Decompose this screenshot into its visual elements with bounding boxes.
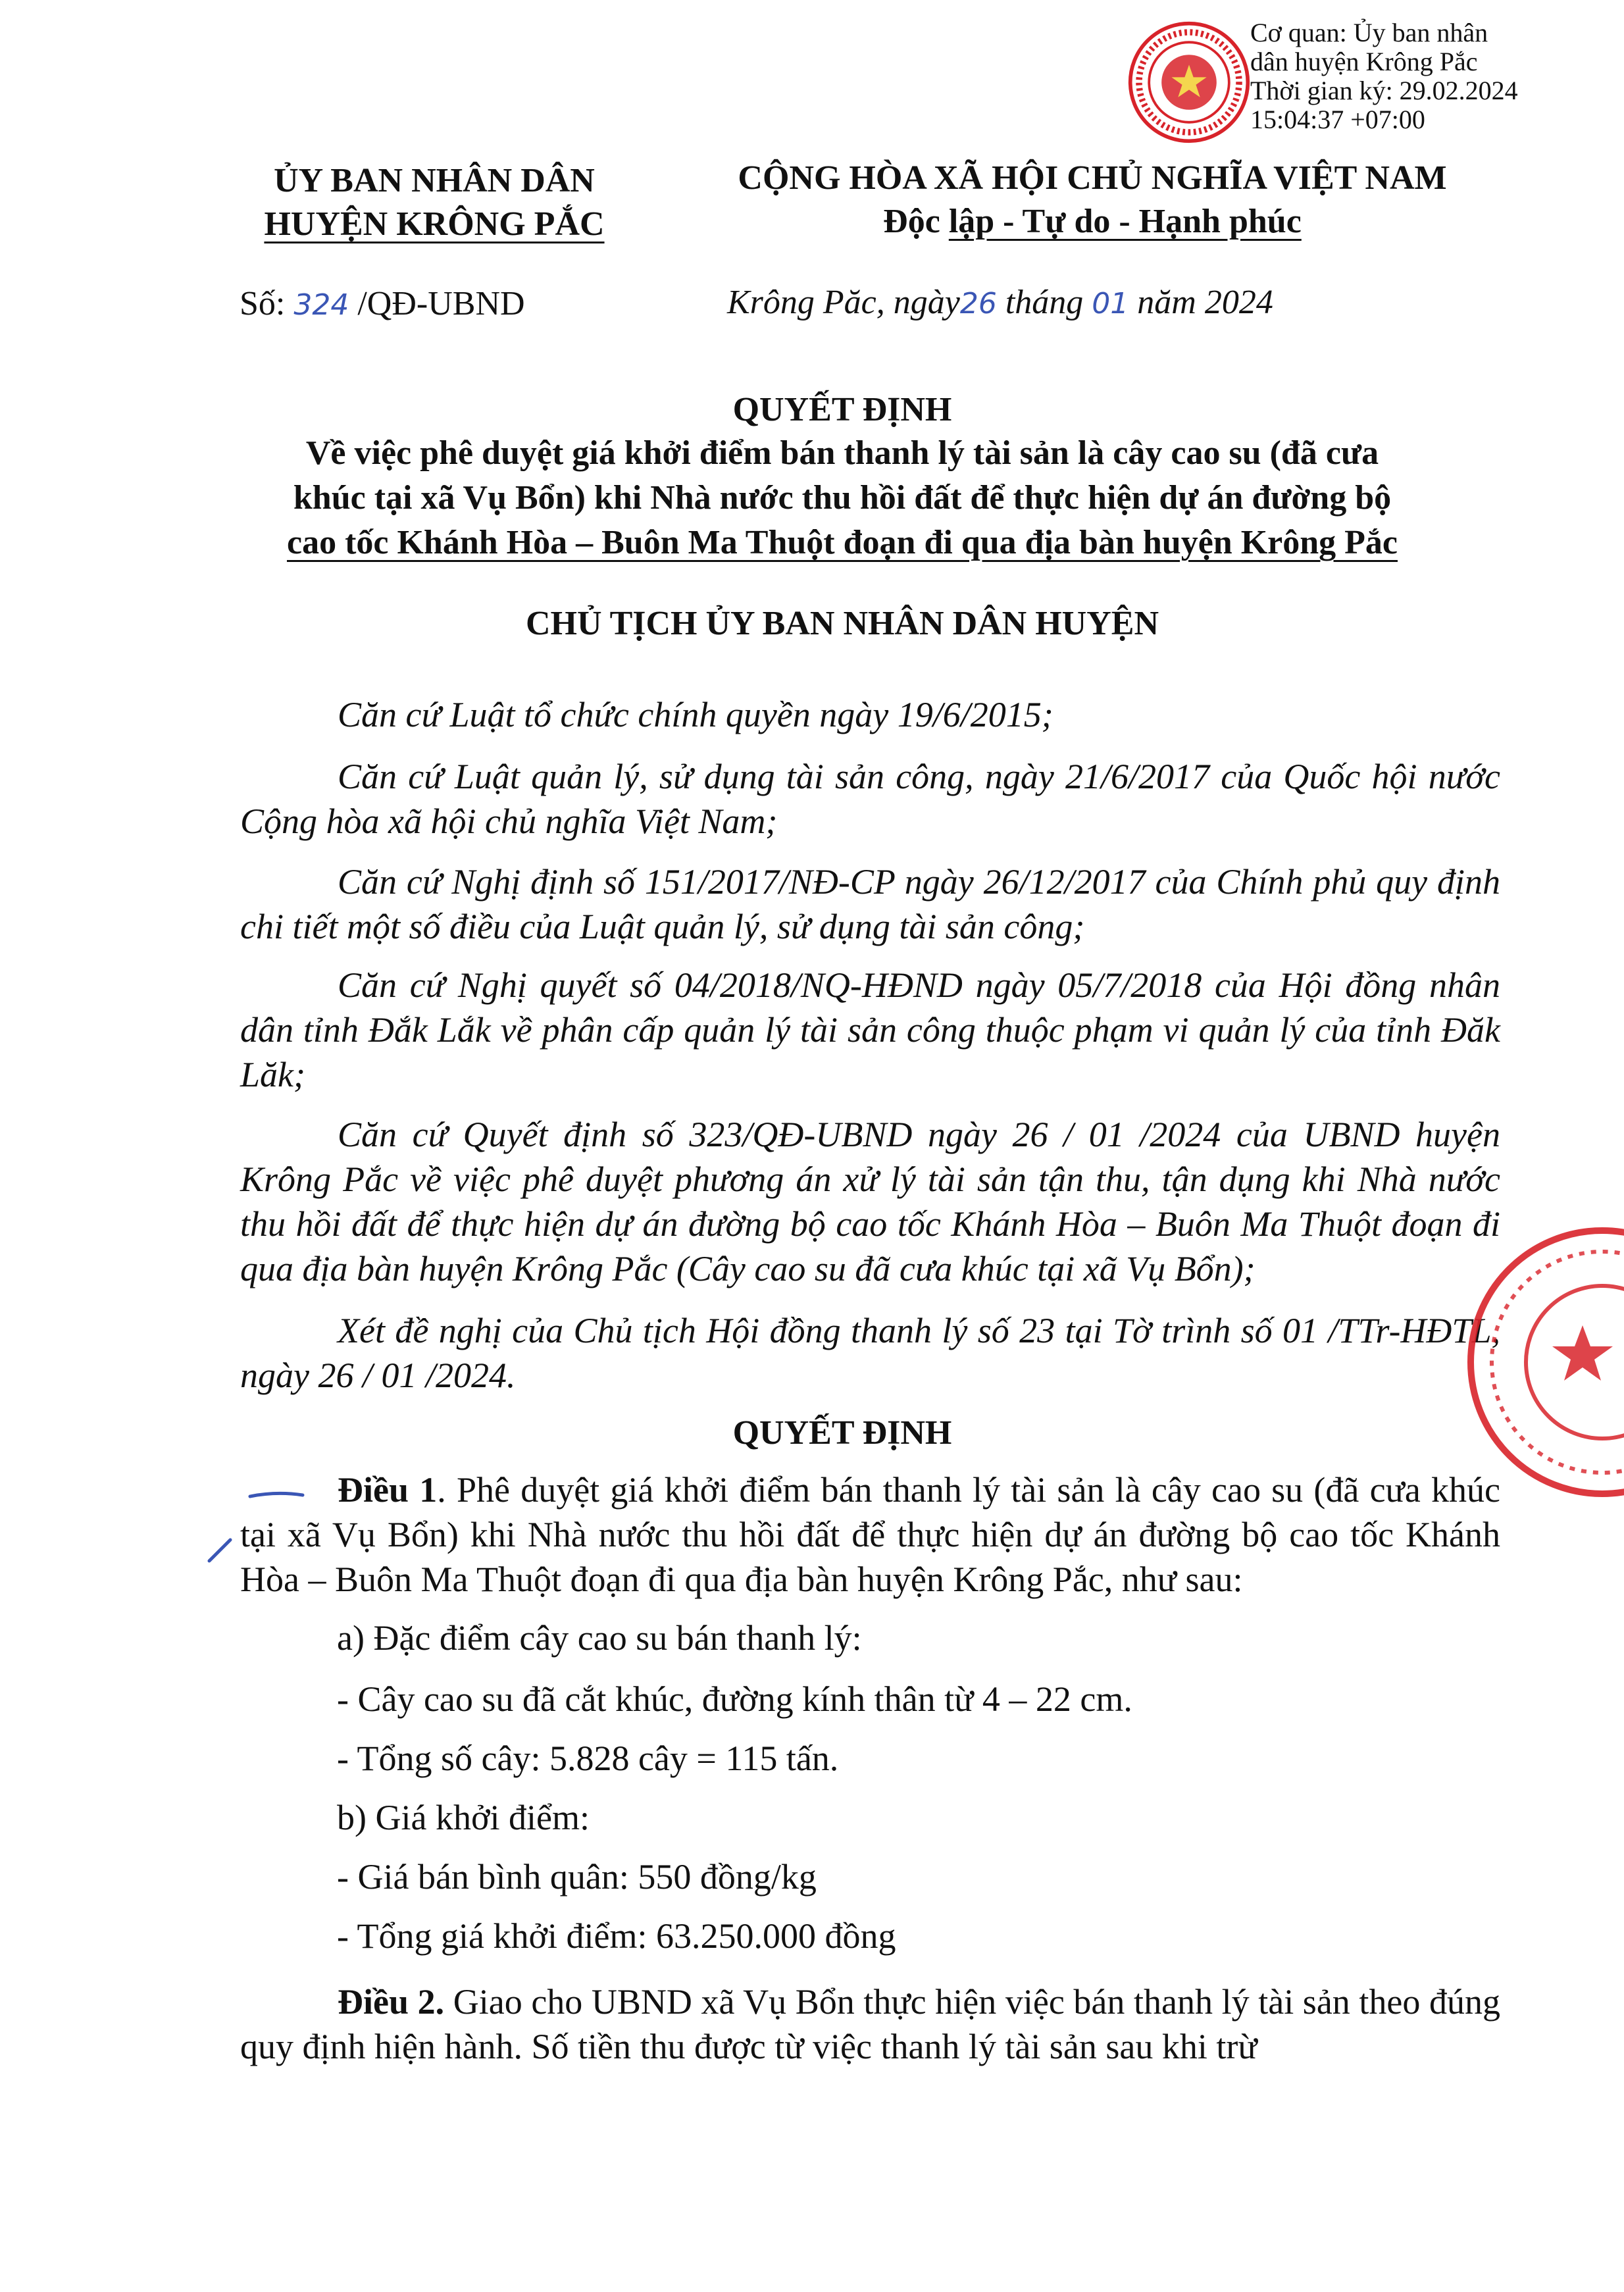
legal-basis-4 xyxy=(240,963,1500,1097)
legal-basis-5 xyxy=(240,1112,1500,1291)
list-item: - Tổng giá khởi điểm: 63.250.000 đồng xyxy=(337,1916,896,1956)
article-1-label: Điều 1 xyxy=(338,1470,438,1510)
agency-line-1: ỦY BAN NHÂN DÂN xyxy=(274,162,595,199)
document-type-heading: QUYẾT ĐỊNH xyxy=(732,391,952,428)
official-stamp-icon xyxy=(1444,1217,1624,1507)
national-motto xyxy=(684,200,1500,243)
legal-basis-text: Căn cứ Luật tổ chức chính quyền ngày 19/6/2015; xyxy=(338,695,1053,734)
agency-line-2 xyxy=(197,203,671,246)
signature-time-cont: 15:04:37 +07:00 xyxy=(1250,105,1425,134)
article-1 xyxy=(240,1467,1500,1602)
agency-line-2-text: HUYỆN KRÔNG PẮC xyxy=(264,205,605,243)
date-prefix: Krông Păc, ngày xyxy=(727,284,960,321)
legal-basis-2 xyxy=(240,754,1500,844)
list-item: - Giá bán bình quân: 550 đồng/kg xyxy=(337,1857,817,1897)
signature-agency-cont: dân huyện Krông Pắc xyxy=(1250,47,1478,76)
signature-agency: Cơ quan: Ủy ban nhân xyxy=(1250,18,1488,47)
number-suffix: /QĐ-UBND xyxy=(349,285,525,322)
motto-underlined: lập - Tự do - Hạnh phúc xyxy=(948,203,1302,240)
issuer-title: CHỦ TỊCH ỦY BAN NHÂN DÂN HUYỆN xyxy=(525,605,1159,642)
list-item: - Tổng số cây: 5.828 cây = 115 tấn. xyxy=(337,1739,839,1778)
legal-basis-text: Căn cứ Nghị quyết số 04/2018/NQ-HĐND ngày 05/7/2018 của Hội đồng nhân dân tỉnh Đắk Lắk về phân cấp quản lý tài sản công thuộc phạm vi quản lý của tỉnh Đăk Lăk; xyxy=(240,965,1500,1094)
article-1-text: . Phê duyệt giá khởi điểm bán thanh lý tài sản là cây cao su (đã cưa khúc tại xã Vụ Bổn) khi Nhà nước thu hồi đất để thực hiện dự án đường bộ cao tốc Khánh Hòa – Buôn Ma Thuột đoạn đi qua địa bàn huyện Krông Pắc, như sau: xyxy=(240,1470,1500,1599)
pen-mark-icon xyxy=(204,1489,316,1567)
subject-line-3-text: cao tốc Khánh Hòa – Buôn Ma Thuột đoạn đi qua địa bàn huyện Krông Pắc xyxy=(286,524,1398,561)
nation-name: CỘNG HÒA XÃ HỘI CHỦ NGHĨA VIỆT NAM xyxy=(738,159,1447,197)
motto-prefix: Độc xyxy=(883,203,949,240)
decision-heading: QUYẾT ĐỊNH xyxy=(732,1414,952,1452)
digital-signature-info xyxy=(1250,18,1553,134)
issuing-agency xyxy=(197,159,671,246)
legal-basis-text: Căn cứ Nghị định số 151/2017/NĐ-CP ngày 26/12/2017 của Chính phủ quy định chi tiết một số điều của Luật quản lý, sử dụng tài sản công; xyxy=(240,862,1500,946)
date-day-handwritten: 26 xyxy=(959,287,997,320)
legal-basis-6 xyxy=(240,1308,1500,1398)
legal-basis-3 xyxy=(240,859,1500,949)
list-item: b) Giá khởi điểm: xyxy=(337,1798,590,1837)
number-prefix: Số: xyxy=(240,285,294,322)
national-heading xyxy=(684,157,1500,243)
legal-basis-text: Căn cứ Quyết định số 323/QĐ-UBND ngày 26 / 01 /2024 của UBND huyện Krông Pắc về việc phê duyệt phương án xử lý tài sản tận thu, tận dụng khi Nhà nước thu hồi đất để thực hiện dự án đường bộ cao tốc Khánh Hòa – Buôn Ma Thuột đoạn đi qua địa bàn huyện Krông Pắc (Cây cao su đã cưa khúc tại xã Vụ Bổn); xyxy=(240,1115,1500,1288)
signature-time: Thời gian ký: 29.02.2024 xyxy=(1250,76,1518,105)
document-subject xyxy=(197,431,1487,565)
list-item: a) Đặc điểm cây cao su bán thanh lý: xyxy=(337,1618,862,1658)
signature-seal-icon xyxy=(1127,20,1252,145)
subject-line-3 xyxy=(197,521,1487,565)
subject-line-2: khúc tại xã Vụ Bổn) khi Nhà nước thu hồi đất để thực hiện dự án đường bộ xyxy=(293,479,1392,517)
date-month-handwritten: 01 xyxy=(1092,287,1129,320)
date-month-label: tháng xyxy=(996,284,1092,321)
number-handwritten: 324 xyxy=(293,288,349,322)
legal-basis-1 xyxy=(240,692,1500,737)
article-2 xyxy=(240,1979,1500,2069)
article-2-label: Điều 2. xyxy=(338,1982,445,2022)
legal-basis-text: Căn cứ Luật quản lý, sử dụng tài sản công, ngày 21/6/2017 của Quốc hội nước Cộng hòa xã hội chủ nghĩa Việt Nam; xyxy=(240,757,1500,841)
subject-line-1: Về việc phê duyệt giá khởi điểm bán thanh lý tài sản là cây cao su (đã cưa xyxy=(305,434,1379,472)
document-number xyxy=(240,284,525,323)
list-item: - Cây cao su đã cắt khúc, đường kính thân từ 4 – 22 cm. xyxy=(337,1679,1132,1719)
date-year: năm 2024 xyxy=(1129,284,1273,321)
legal-basis-text: Xét đề nghị của Chủ tịch Hội đồng thanh lý số 23 tại Tờ trình số 01 /TTr-HĐTL, ngày 26 / 01 /2024. xyxy=(240,1311,1500,1395)
article-2-text: Giao cho UBND xã Vụ Bổn thực hiện việc bán thanh lý tài sản theo đúng quy định hiện hành. Số tiền thu được từ việc thanh lý tài sản sau khi trừ xyxy=(240,1982,1501,2066)
document-date xyxy=(727,283,1273,322)
